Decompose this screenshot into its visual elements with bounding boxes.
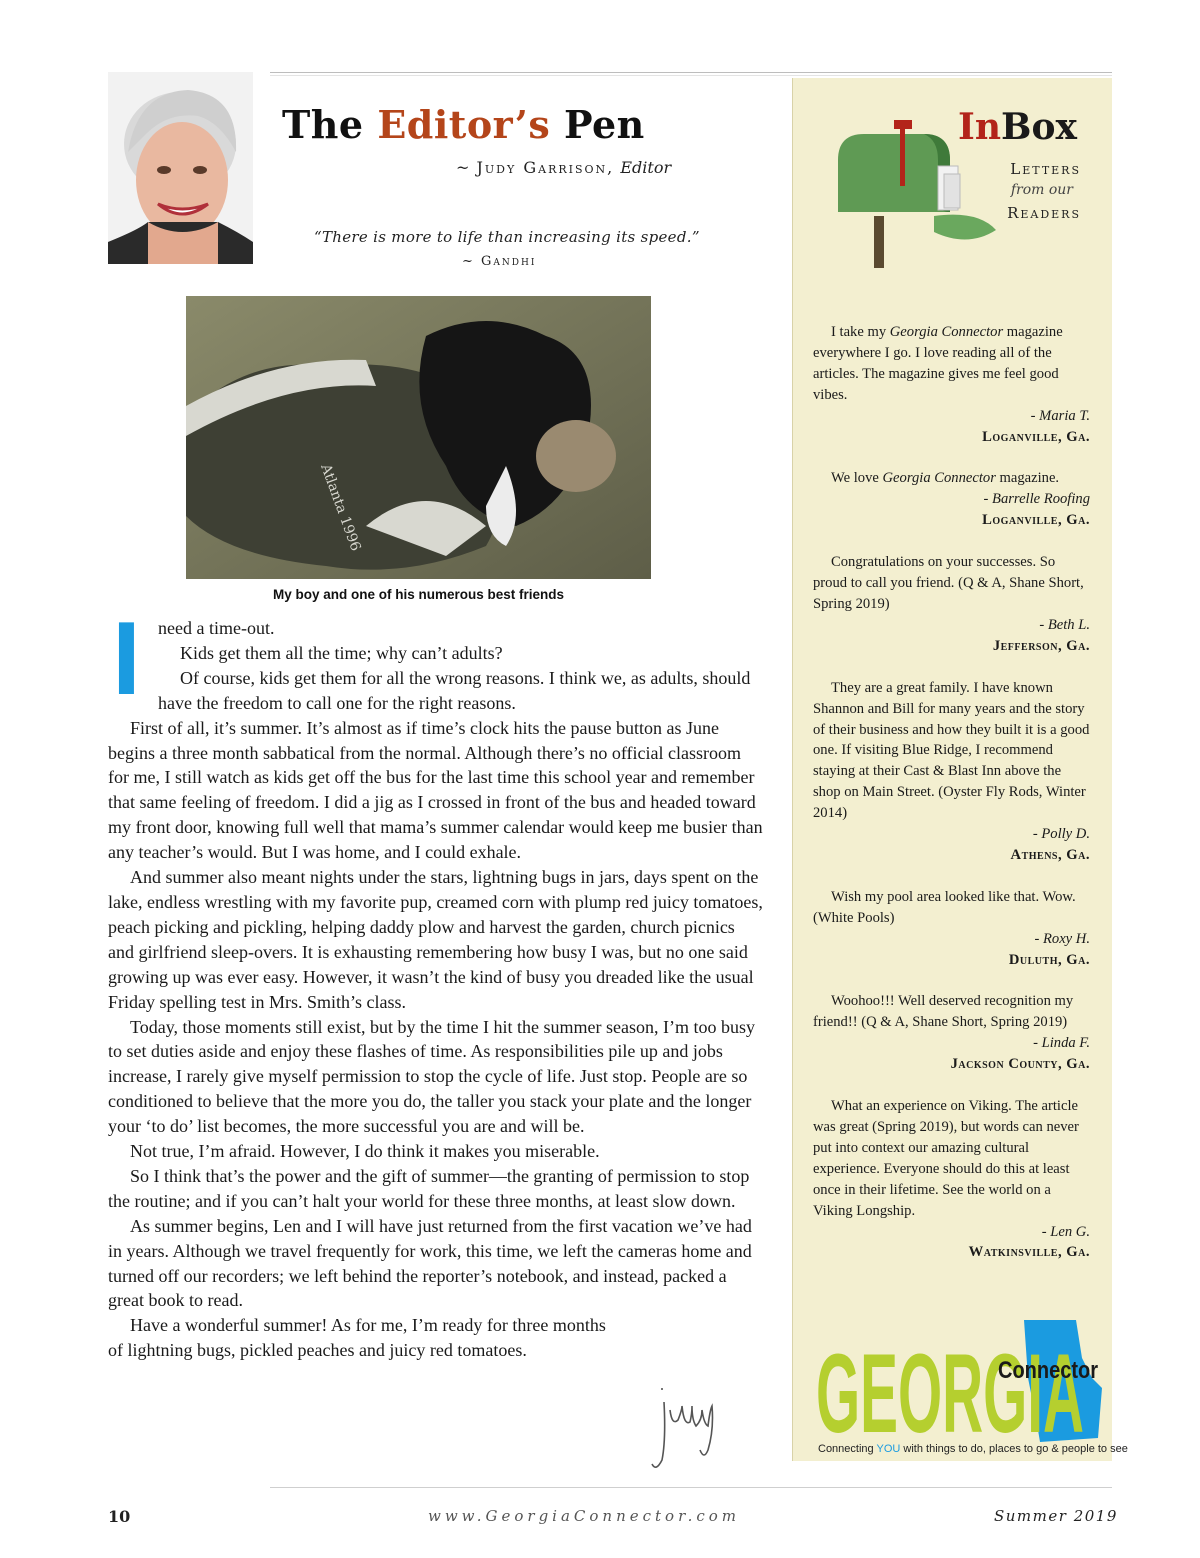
drop-cap: I	[112, 601, 141, 717]
footer-issue: Summer 2019	[994, 1507, 1118, 1525]
letter-signature: - Roxy H.	[1034, 930, 1090, 947]
letter-body: I take my Georgia Connector magazine everywhere I go. I love reading all of the articles. The magazine gives me feel good vibes.	[813, 324, 1063, 403]
letter-body: We love Georgia Connector magazine.	[831, 470, 1060, 487]
letter-body: Wish my pool area looked like that. Wow. (White Pools)	[813, 888, 1076, 926]
letter-body: They are a great family. I have known Shannon and Bill for many years and the story of their business and how they built it is a good one. If visiting Blue Ridge, I recommend staying at their Cast & Blast Inn above the shop on Main Street. (Oyster Fly Rods, Winter 2014)	[813, 679, 1090, 822]
letter-location: Loganville, Ga.	[982, 512, 1090, 529]
editor-signature	[648, 1380, 728, 1475]
photo-caption: My boy and one of his numerous best friends	[272, 587, 565, 602]
letter-body: Congratulations on your successes. So proud to call you friend. (Q & A, Shane Short, Spring 2019)	[813, 554, 1084, 612]
editor-photo	[108, 72, 253, 264]
inbox-subtitle-letters: Letters	[1010, 160, 1081, 178]
article-paragraph: Not true, I’m afraid. However, I do think it makes you miserable.	[130, 1141, 600, 1162]
title-accent: Editor’s	[377, 102, 551, 147]
letter-signature: - Polly D.	[1032, 826, 1090, 843]
letter	[813, 468, 1090, 531]
quote-author: ~ Gandhi	[462, 254, 537, 269]
logo-connector: Connector	[998, 1357, 1098, 1384]
top-rule	[270, 72, 1112, 76]
footer-url[interactable]: www.GeorgiaConnector.com	[428, 1507, 741, 1525]
article-paragraph: need a time-out.	[158, 618, 275, 638]
article-paragraph: So I think that’s the power and the gift of summer—the granting of permission to stop the routine; and if you can’t halt your world for these three months, at least slow down.	[108, 1165, 750, 1211]
letter-body: What an experience on Viking. The article was great (Spring 2019), but words can never put into context our amazing cultural experience. Everyone should do this at least once in their lifetime. See the world on a Viking Longship.	[813, 1098, 1079, 1219]
letter-signature: - Len G.	[1041, 1223, 1090, 1240]
article-paragraph: First of all, it’s summer. It’s almost as if time’s clock hits the pause button as June begins a three month sabbatical from the normal. Although there’s no official classroom for me, I still watch as kids get off the bus for the last time this school year and remember that same feeling of freedom. I did a jig as I crossed in front of the bus and headed toward my front door, knowing full well that mama’s summer calendar would keep me busier than any teacher’s would. But I was home, and I could exhale.	[108, 717, 763, 863]
letter-location: Watkinsville, Ga.	[968, 1244, 1090, 1261]
byline: ~ Judy Garrison, Editor	[456, 158, 672, 177]
inbox-subtitle-readers: Readers	[1007, 204, 1081, 222]
byline-name: Judy Garrison,	[476, 158, 615, 177]
letter-location: Loganville, Ga.	[982, 428, 1090, 445]
main-photo	[186, 296, 651, 579]
georgia-connector-logo	[814, 1318, 1128, 1458]
pull-quote: “There is more to life than increasing its speed.”	[314, 228, 700, 246]
letter-signature: - Linda F.	[1033, 1035, 1090, 1052]
inbox-title: InBox	[958, 106, 1077, 148]
svg-text:Atlanta 1996: Atlanta 1996	[317, 461, 364, 554]
article-paragraph: As summer begins, Len and I will have just returned from the first vacation we’ve had in years. Although we travel frequently for work, this time, we left the cameras home and turned off our recorders; we left behind the reporter’s notebook, and instead, packed a great book to read.	[108, 1215, 752, 1311]
letter	[813, 678, 1090, 866]
article-paragraph: Today, those moments still exist, but by the time I hit the summer season, I’m too busy to set duties aside and enjoy these flashes of time. As responsibilities pile up and jobs increase, I rarely give myself permission to stop the cycle of life. Just stop. People are so conditioned to believe that the more you do, the taller you stack your plate and the longer your ‘to do’ list becomes, the more successful you are and will be.	[108, 1016, 755, 1137]
article-paragraph: Kids get them all the time; why can’t adults?	[180, 642, 503, 663]
article-body	[108, 601, 763, 1363]
page-number: 10	[108, 1507, 131, 1526]
article-paragraph: And summer also meant nights under the stars, lightning bugs in jars, days spent on the lake, endless wrestling with my favorite pup, creamed corn with plump red juicy tomatoes, peach picking and pickling, helping daddy plow and harvest the garden, church picnics and girlfriend sleep-overs. It is exhausting remembering how busy I was, but no one said growing up was ever easy. However, it wasn’t the kind of busy you dreaded like the usual Friday spelling test in Mrs. Smith’s class.	[108, 867, 763, 1012]
letter-signature: - Maria T.	[1030, 407, 1090, 424]
byline-role: Editor	[620, 158, 672, 177]
letter-location: Athens, Ga.	[1010, 846, 1090, 863]
letter-signature: - Beth L.	[1039, 616, 1090, 633]
logo-word: GEORGIA	[816, 1331, 1084, 1456]
letter	[813, 1096, 1090, 1263]
article-paragraph: Of course, kids get them for all the wrong reasons. I think we, as adults, should have the freedom to call one for the right reasons.	[158, 667, 751, 713]
footer-rule	[270, 1487, 1112, 1488]
letter	[813, 887, 1090, 971]
inbox-title-red: In	[958, 106, 1002, 148]
letter	[813, 322, 1090, 447]
logo-tagline: Connecting YOU with things to do, places to go & people to see	[818, 1443, 1128, 1455]
letter	[813, 552, 1090, 657]
letter-location: Jefferson, Ga.	[992, 637, 1090, 654]
letter-signature: - Barrelle Roofing	[983, 491, 1090, 508]
page-title: The Editor’s Pen	[282, 102, 645, 147]
inbox-subtitle-from: from our	[1010, 182, 1073, 198]
letter	[813, 991, 1090, 1075]
letters-list	[813, 322, 1090, 1284]
article-paragraph: Have a wonderful summer! As for me, I’m ready for three months of lightning bugs, pickled peaches and juicy red tomatoes.	[108, 1315, 606, 1361]
letter-location: Jackson County, Ga.	[950, 1056, 1090, 1073]
letter-body: Woohoo!!! Well deserved recognition my friend!! (Q & A, Shane Short, Spring 2019)	[813, 993, 1074, 1031]
letter-location: Duluth, Ga.	[1008, 951, 1090, 968]
